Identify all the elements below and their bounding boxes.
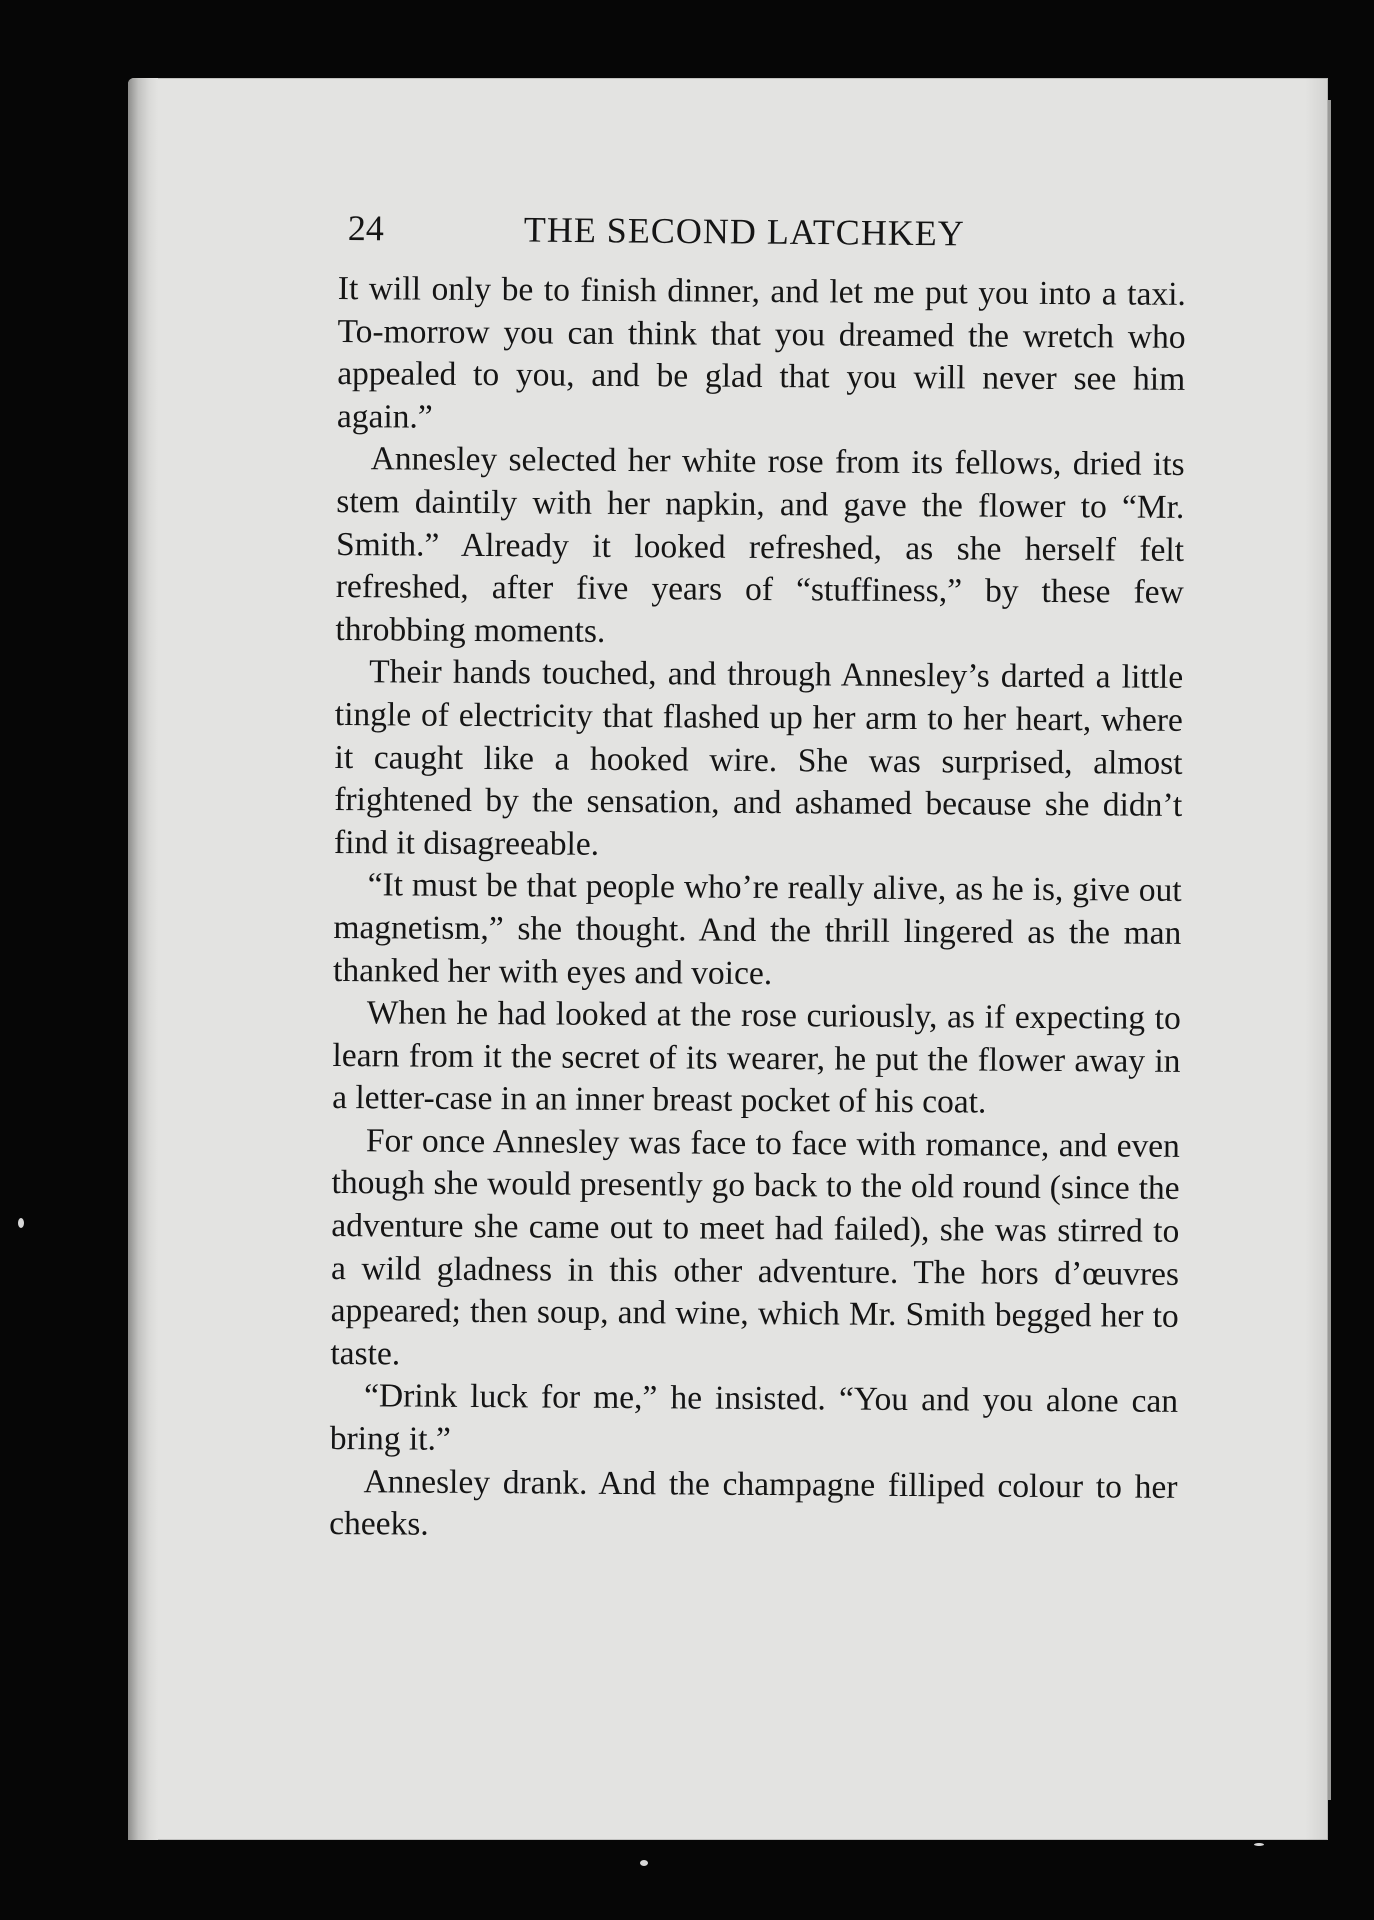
paragraph: It will only be to finish dinner, and let me put you into a taxi. To-morrow you can think that you dreamed the wretch who appealed to you, and be glad that you will never see him again.” [336,269,1186,436]
paragraph: Their hands touched, and through Annesley’s darted a little tingle of electricity that flashed up her arm to her heart, where it caught like a hooked wire. She was surprised, almost frightened by the sensation, and ashamed because she didn’t find it disagreeable. [333,653,1184,863]
page-number: 24 [347,207,384,249]
paragraph: For once Annesley was face to face with romance, and even though she would presently go back to the old round (since the adventure she came out to meet had failed), she was stirred to a wild gladness in this other adventure. The hors d’œuvres appeared; then soup, and wine, which Mr. Smith begged her to taste. [330,1122,1181,1373]
paragraph: When he had looked at the rose curiously, as if expecting to learn from it the secret of its wearer, he put the flower away in a letter-case in an inner breast pocket of his coat. [332,994,1181,1121]
running-title: THE SECOND LATCHKEY [523,209,965,254]
paragraph: Annesley selected her white rose from its fellows, dried its stem daintily with her napkin, and gave the flower to “Mr. Smith.” Already it looked refreshed, as she herself felt refreshed, after five years of “stuffiness,” by these few throbbing moments. [335,440,1185,650]
book-spine-shadow [128,78,158,1840]
paragraph: Annesley drank. And the champagne filliped colour to her cheeks. [329,1462,1178,1543]
scan-speck [1254,1843,1264,1846]
paragraph: “It must be that people who’re really alive, as he is, give out magnetism,” she thought. And the thrill lingered as the man thanked her with eyes and voice. [332,866,1182,992]
scan-speck [18,1218,24,1228]
gutter-line [1328,100,1331,1800]
body-text [329,268,1186,1552]
scan-speck [640,1860,648,1866]
paragraph: “Drink luck for me,” he insisted. “You and you alone can bring it.” [329,1377,1179,1458]
page-header [348,207,1038,263]
page-edge-shadow [1305,78,1330,1840]
